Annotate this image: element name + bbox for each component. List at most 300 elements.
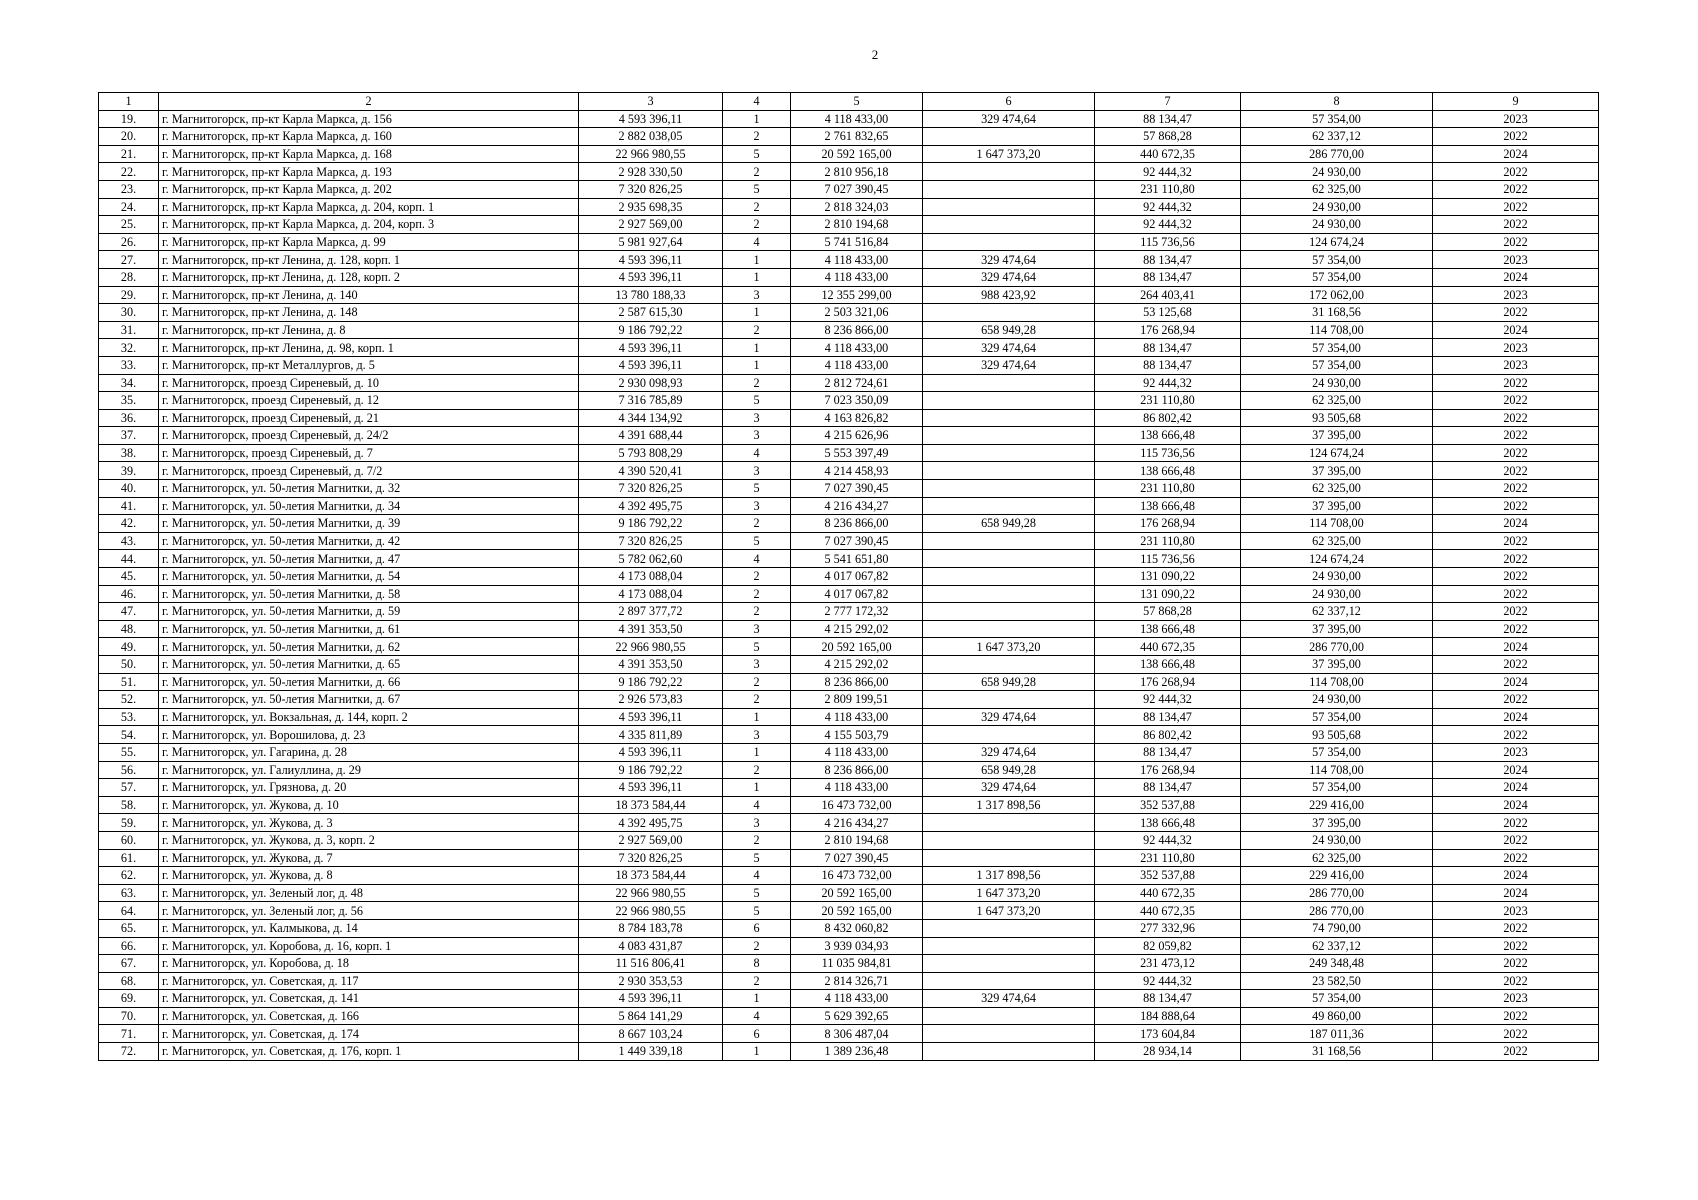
table-row: [99, 691, 1599, 709]
total-cost-cell: 9 186 792,22: [579, 321, 723, 339]
cost-cell: 7 027 390,45: [791, 180, 923, 198]
address-cell: г. Магнитогорск, ул. 50-летия Магнитки, д. 47: [159, 550, 579, 568]
extra-cost-cell: 329 474,64: [923, 356, 1095, 374]
cost-cell: 92 444,32: [1095, 163, 1241, 181]
extra-cost-cell: 1 647 373,20: [923, 145, 1095, 163]
address-cell: г. Магнитогорск, проезд Сиреневый, д. 7/2: [159, 462, 579, 480]
table-row: [99, 585, 1599, 603]
row-number-cell: 71.: [99, 1025, 159, 1043]
row-number-cell: 53.: [99, 708, 159, 726]
cost-cell: 4 118 433,00: [791, 339, 923, 357]
cost-cell: 88 134,47: [1095, 708, 1241, 726]
count-cell: 3: [723, 726, 791, 744]
table-row: [99, 1043, 1599, 1061]
address-cell: г. Магнитогорск, ул. Грязнова, д. 20: [159, 779, 579, 797]
address-cell: г. Магнитогорск, ул. 50-летия Магнитки, д. 42: [159, 532, 579, 550]
cost-cell: 2 761 832,65: [791, 128, 923, 146]
year-cell: 2022: [1433, 233, 1599, 251]
count-cell: 5: [723, 480, 791, 498]
table-row: [99, 919, 1599, 937]
extra-cost-cell: [923, 656, 1095, 674]
cost-cell: 176 268,94: [1095, 321, 1241, 339]
extra-cost-cell: [923, 163, 1095, 181]
cost-cell: 4 017 067,82: [791, 568, 923, 586]
count-cell: 1: [723, 990, 791, 1008]
cost-cell: 138 666,48: [1095, 497, 1241, 515]
address-cell: г. Магнитогорск, ул. Гагарина, д. 28: [159, 743, 579, 761]
extra-cost-cell: 658 949,28: [923, 515, 1095, 533]
extra-cost-cell: [923, 304, 1095, 322]
cost-cell: 286 770,00: [1241, 884, 1433, 902]
cost-cell: 92 444,32: [1095, 831, 1241, 849]
address-cell: г. Магнитогорск, ул. 50-летия Магнитки, д. 65: [159, 656, 579, 674]
cost-cell: 20 592 165,00: [791, 145, 923, 163]
cost-cell: 231 110,80: [1095, 392, 1241, 410]
total-cost-cell: 1 449 339,18: [579, 1043, 723, 1061]
cost-cell: 8 236 866,00: [791, 321, 923, 339]
row-number-cell: 61.: [99, 849, 159, 867]
year-cell: 2022: [1433, 568, 1599, 586]
cost-cell: 2 810 956,18: [791, 163, 923, 181]
row-number-cell: 27.: [99, 251, 159, 269]
extra-cost-cell: 329 474,64: [923, 708, 1095, 726]
cost-cell: 8 236 866,00: [791, 761, 923, 779]
address-cell: г. Магнитогорск, пр-кт Ленина, д. 98, корп. 1: [159, 339, 579, 357]
cost-cell: 4 118 433,00: [791, 251, 923, 269]
total-cost-cell: 5 782 062,60: [579, 550, 723, 568]
table-row: [99, 532, 1599, 550]
address-cell: г. Магнитогорск, пр-кт Карла Маркса, д. 204, корп. 1: [159, 198, 579, 216]
cost-cell: 4 215 292,02: [791, 620, 923, 638]
year-cell: 2024: [1433, 673, 1599, 691]
address-cell: г. Магнитогорск, проезд Сиреневый, д. 12: [159, 392, 579, 410]
total-cost-cell: 4 391 353,50: [579, 656, 723, 674]
cost-cell: 20 592 165,00: [791, 884, 923, 902]
cost-cell: 20 592 165,00: [791, 638, 923, 656]
year-cell: 2022: [1433, 814, 1599, 832]
count-cell: 2: [723, 585, 791, 603]
count-cell: 5: [723, 532, 791, 550]
address-cell: г. Магнитогорск, ул. 50-летия Магнитки, д. 59: [159, 603, 579, 621]
cost-cell: 131 090,22: [1095, 568, 1241, 586]
table-row: [99, 1025, 1599, 1043]
row-number-cell: 57.: [99, 779, 159, 797]
count-cell: 3: [723, 286, 791, 304]
address-cell: г. Магнитогорск, ул. Зеленый лог, д. 56: [159, 902, 579, 920]
total-cost-cell: 4 335 811,89: [579, 726, 723, 744]
year-cell: 2023: [1433, 339, 1599, 357]
extra-cost-cell: [923, 462, 1095, 480]
page-number: 2: [871, 47, 879, 62]
cost-cell: 4 155 503,79: [791, 726, 923, 744]
row-number-cell: 56.: [99, 761, 159, 779]
year-cell: 2022: [1433, 550, 1599, 568]
total-cost-cell: 2 926 573,83: [579, 691, 723, 709]
count-cell: 4: [723, 444, 791, 462]
row-number-cell: 22.: [99, 163, 159, 181]
year-cell: 2022: [1433, 972, 1599, 990]
cost-cell: 187 011,36: [1241, 1025, 1433, 1043]
cost-cell: 24 930,00: [1241, 374, 1433, 392]
row-number-cell: 45.: [99, 568, 159, 586]
address-cell: г. Магнитогорск, ул. 50-летия Магнитки, д. 54: [159, 568, 579, 586]
column-header: 4: [723, 93, 791, 111]
address-cell: г. Магнитогорск, ул. Галиуллина, д. 29: [159, 761, 579, 779]
extra-cost-cell: [923, 180, 1095, 198]
cost-cell: 88 134,47: [1095, 356, 1241, 374]
total-cost-cell: 4 593 396,11: [579, 779, 723, 797]
table-row: [99, 656, 1599, 674]
table-row: [99, 515, 1599, 533]
extra-cost-cell: [923, 691, 1095, 709]
count-cell: 2: [723, 374, 791, 392]
cost-cell: 440 672,35: [1095, 638, 1241, 656]
extra-cost-cell: 658 949,28: [923, 761, 1095, 779]
address-cell: г. Магнитогорск, ул. Коробова, д. 16, корп. 1: [159, 937, 579, 955]
row-number-cell: 50.: [99, 656, 159, 674]
row-number-cell: 37.: [99, 427, 159, 445]
year-cell: 2024: [1433, 515, 1599, 533]
cost-cell: 57 868,28: [1095, 128, 1241, 146]
cost-cell: 229 416,00: [1241, 867, 1433, 885]
extra-cost-cell: 658 949,28: [923, 673, 1095, 691]
total-cost-cell: 4 083 431,87: [579, 937, 723, 955]
extra-cost-cell: 988 423,92: [923, 286, 1095, 304]
count-cell: 1: [723, 1043, 791, 1061]
cost-cell: 57 354,00: [1241, 990, 1433, 1008]
cost-cell: 86 802,42: [1095, 726, 1241, 744]
address-cell: г. Магнитогорск, ул. 50-летия Магнитки, д. 67: [159, 691, 579, 709]
cost-cell: 8 236 866,00: [791, 673, 923, 691]
total-cost-cell: 4 593 396,11: [579, 743, 723, 761]
address-cell: г. Магнитогорск, ул. 50-летия Магнитки, д. 62: [159, 638, 579, 656]
year-cell: 2023: [1433, 286, 1599, 304]
cost-cell: 16 473 732,00: [791, 796, 923, 814]
extra-cost-cell: 1 317 898,56: [923, 867, 1095, 885]
total-cost-cell: 2 587 615,30: [579, 304, 723, 322]
year-cell: 2024: [1433, 761, 1599, 779]
address-cell: г. Магнитогорск, проезд Сиреневый, д. 21: [159, 409, 579, 427]
row-number-cell: 19.: [99, 110, 159, 128]
cost-cell: 114 708,00: [1241, 761, 1433, 779]
cost-cell: 440 672,35: [1095, 902, 1241, 920]
cost-cell: 93 505,68: [1241, 726, 1433, 744]
cost-cell: 57 354,00: [1241, 356, 1433, 374]
address-cell: г. Магнитогорск, ул. Жукова, д. 3, корп. 2: [159, 831, 579, 849]
row-number-cell: 20.: [99, 128, 159, 146]
extra-cost-cell: [923, 603, 1095, 621]
year-cell: 2022: [1433, 656, 1599, 674]
cost-cell: 172 062,00: [1241, 286, 1433, 304]
extra-cost-cell: [923, 919, 1095, 937]
column-header: 9: [1433, 93, 1599, 111]
extra-cost-cell: [923, 374, 1095, 392]
extra-cost-cell: [923, 955, 1095, 973]
table-row: [99, 374, 1599, 392]
address-cell: г. Магнитогорск, ул. Советская, д. 141: [159, 990, 579, 1008]
table-row: [99, 286, 1599, 304]
extra-cost-cell: 329 474,64: [923, 339, 1095, 357]
row-number-cell: 38.: [99, 444, 159, 462]
cost-cell: 124 674,24: [1241, 444, 1433, 462]
extra-cost-cell: [923, 1025, 1095, 1043]
cost-cell: 115 736,56: [1095, 550, 1241, 568]
row-number-cell: 39.: [99, 462, 159, 480]
cost-cell: 231 473,12: [1095, 955, 1241, 973]
address-cell: г. Магнитогорск, пр-кт Ленина, д. 140: [159, 286, 579, 304]
year-cell: 2023: [1433, 356, 1599, 374]
cost-cell: 20 592 165,00: [791, 902, 923, 920]
cost-cell: 62 325,00: [1241, 180, 1433, 198]
total-cost-cell: 4 593 396,11: [579, 339, 723, 357]
total-cost-cell: 9 186 792,22: [579, 761, 723, 779]
cost-cell: 2 810 194,68: [791, 831, 923, 849]
total-cost-cell: 7 316 785,89: [579, 392, 723, 410]
count-cell: 5: [723, 180, 791, 198]
cost-cell: 88 134,47: [1095, 339, 1241, 357]
address-cell: г. Магнитогорск, ул. Вокзальная, д. 144, корп. 2: [159, 708, 579, 726]
cost-cell: 49 860,00: [1241, 1007, 1433, 1025]
cost-cell: 62 337,12: [1241, 128, 1433, 146]
cost-cell: 2 810 194,68: [791, 216, 923, 234]
count-cell: 1: [723, 708, 791, 726]
cost-cell: 286 770,00: [1241, 145, 1433, 163]
table-row: [99, 427, 1599, 445]
row-number-cell: 65.: [99, 919, 159, 937]
column-header: 5: [791, 93, 923, 111]
total-cost-cell: 4 344 134,92: [579, 409, 723, 427]
table-row: [99, 761, 1599, 779]
table-row: [99, 480, 1599, 498]
cost-cell: 8 236 866,00: [791, 515, 923, 533]
cost-cell: 86 802,42: [1095, 409, 1241, 427]
cost-cell: 286 770,00: [1241, 638, 1433, 656]
cost-cell: 138 666,48: [1095, 656, 1241, 674]
extra-cost-cell: [923, 726, 1095, 744]
row-number-cell: 25.: [99, 216, 159, 234]
address-cell: г. Магнитогорск, ул. Советская, д. 166: [159, 1007, 579, 1025]
extra-cost-cell: [923, 550, 1095, 568]
extra-cost-cell: 329 474,64: [923, 990, 1095, 1008]
address-cell: г. Магнитогорск, ул. 50-летия Магнитки, д. 34: [159, 497, 579, 515]
cost-cell: 138 666,48: [1095, 427, 1241, 445]
cost-cell: 37 395,00: [1241, 497, 1433, 515]
row-number-cell: 24.: [99, 198, 159, 216]
cost-cell: 440 672,35: [1095, 145, 1241, 163]
count-cell: 2: [723, 972, 791, 990]
cost-cell: 62 325,00: [1241, 392, 1433, 410]
total-cost-cell: 2 935 698,35: [579, 198, 723, 216]
row-number-cell: 31.: [99, 321, 159, 339]
year-cell: 2023: [1433, 990, 1599, 1008]
total-cost-cell: 11 516 806,41: [579, 955, 723, 973]
total-cost-cell: 7 320 826,25: [579, 849, 723, 867]
table-row: [99, 708, 1599, 726]
extra-cost-cell: 658 949,28: [923, 321, 1095, 339]
cost-cell: 11 035 984,81: [791, 955, 923, 973]
cost-cell: 4 118 433,00: [791, 708, 923, 726]
total-cost-cell: 4 593 396,11: [579, 990, 723, 1008]
cost-cell: 93 505,68: [1241, 409, 1433, 427]
cost-cell: 62 325,00: [1241, 532, 1433, 550]
year-cell: 2022: [1433, 691, 1599, 709]
total-cost-cell: 8 667 103,24: [579, 1025, 723, 1043]
count-cell: 2: [723, 831, 791, 849]
table-row: [99, 216, 1599, 234]
address-cell: г. Магнитогорск, ул. 50-летия Магнитки, д. 58: [159, 585, 579, 603]
cost-cell: 82 059,82: [1095, 937, 1241, 955]
extra-cost-cell: 1 647 373,20: [923, 638, 1095, 656]
column-header: 2: [159, 93, 579, 111]
year-cell: 2022: [1433, 198, 1599, 216]
cost-cell: 114 708,00: [1241, 321, 1433, 339]
row-number-cell: 66.: [99, 937, 159, 955]
total-cost-cell: 4 593 396,11: [579, 268, 723, 286]
total-cost-cell: 13 780 188,33: [579, 286, 723, 304]
address-cell: г. Магнитогорск, пр-кт Ленина, д. 128, корп. 2: [159, 268, 579, 286]
cost-cell: 92 444,32: [1095, 374, 1241, 392]
total-cost-cell: 2 928 330,50: [579, 163, 723, 181]
cost-cell: 440 672,35: [1095, 884, 1241, 902]
row-number-cell: 47.: [99, 603, 159, 621]
row-number-cell: 35.: [99, 392, 159, 410]
year-cell: 2024: [1433, 268, 1599, 286]
cost-cell: 114 708,00: [1241, 515, 1433, 533]
count-cell: 4: [723, 233, 791, 251]
table-row: [99, 603, 1599, 621]
extra-cost-cell: [923, 128, 1095, 146]
table-row: [99, 462, 1599, 480]
year-cell: 2022: [1433, 603, 1599, 621]
table-row: [99, 796, 1599, 814]
table-row: [99, 779, 1599, 797]
year-cell: 2022: [1433, 1025, 1599, 1043]
year-cell: 2023: [1433, 902, 1599, 920]
extra-cost-cell: [923, 480, 1095, 498]
address-cell: г. Магнитогорск, проезд Сиреневый, д. 7: [159, 444, 579, 462]
row-number-cell: 36.: [99, 409, 159, 427]
extra-cost-cell: 1 317 898,56: [923, 796, 1095, 814]
extra-cost-cell: [923, 831, 1095, 849]
table-row: [99, 145, 1599, 163]
year-cell: 2022: [1433, 444, 1599, 462]
cost-cell: 88 134,47: [1095, 779, 1241, 797]
row-number-cell: 64.: [99, 902, 159, 920]
extra-cost-cell: [923, 198, 1095, 216]
cost-cell: 37 395,00: [1241, 462, 1433, 480]
address-cell: г. Магнитогорск, пр-кт Ленина, д. 8: [159, 321, 579, 339]
table-row: [99, 392, 1599, 410]
cost-cell: 8 306 487,04: [791, 1025, 923, 1043]
cost-cell: 62 325,00: [1241, 849, 1433, 867]
total-cost-cell: 2 897 377,72: [579, 603, 723, 621]
row-number-cell: 41.: [99, 497, 159, 515]
year-cell: 2024: [1433, 884, 1599, 902]
count-cell: 4: [723, 550, 791, 568]
table-row: [99, 356, 1599, 374]
total-cost-cell: 7 320 826,25: [579, 180, 723, 198]
count-cell: 2: [723, 691, 791, 709]
total-cost-cell: 4 593 396,11: [579, 356, 723, 374]
row-number-cell: 32.: [99, 339, 159, 357]
row-number-cell: 30.: [99, 304, 159, 322]
cost-cell: 88 134,47: [1095, 110, 1241, 128]
cost-cell: 4 017 067,82: [791, 585, 923, 603]
address-cell: г. Магнитогорск, пр-кт Карла Маркса, д. 160: [159, 128, 579, 146]
table-row: [99, 849, 1599, 867]
total-cost-cell: 4 173 088,04: [579, 568, 723, 586]
table-row: [99, 726, 1599, 744]
cost-cell: 229 416,00: [1241, 796, 1433, 814]
count-cell: 4: [723, 1007, 791, 1025]
address-cell: г. Магнитогорск, пр-кт Металлургов, д. 5: [159, 356, 579, 374]
cost-cell: 57 354,00: [1241, 110, 1433, 128]
count-cell: 2: [723, 321, 791, 339]
cost-cell: 57 354,00: [1241, 251, 1433, 269]
table-row: [99, 620, 1599, 638]
count-cell: 1: [723, 304, 791, 322]
year-cell: 2022: [1433, 620, 1599, 638]
cost-cell: 24 930,00: [1241, 831, 1433, 849]
cost-cell: 277 332,96: [1095, 919, 1241, 937]
year-cell: 2024: [1433, 638, 1599, 656]
count-cell: 5: [723, 884, 791, 902]
cost-cell: 4 163 826,82: [791, 409, 923, 427]
cost-cell: 57 354,00: [1241, 268, 1433, 286]
count-cell: 2: [723, 603, 791, 621]
row-number-cell: 70.: [99, 1007, 159, 1025]
cost-cell: 231 110,80: [1095, 849, 1241, 867]
address-cell: г. Магнитогорск, ул. 50-летия Магнитки, д. 61: [159, 620, 579, 638]
row-number-cell: 44.: [99, 550, 159, 568]
year-cell: 2023: [1433, 743, 1599, 761]
extra-cost-cell: 1 647 373,20: [923, 884, 1095, 902]
extra-cost-cell: [923, 409, 1095, 427]
cost-cell: 37 395,00: [1241, 427, 1433, 445]
total-cost-cell: 4 391 688,44: [579, 427, 723, 445]
row-number-cell: 46.: [99, 585, 159, 603]
cost-cell: 24 930,00: [1241, 198, 1433, 216]
year-cell: 2024: [1433, 779, 1599, 797]
cost-cell: 4 118 433,00: [791, 356, 923, 374]
table-row: [99, 990, 1599, 1008]
extra-cost-cell: [923, 532, 1095, 550]
cost-cell: 88 134,47: [1095, 743, 1241, 761]
year-cell: 2022: [1433, 1043, 1599, 1061]
address-cell: г. Магнитогорск, ул. Жукова, д. 7: [159, 849, 579, 867]
cost-cell: 5 741 516,84: [791, 233, 923, 251]
row-number-cell: 28.: [99, 268, 159, 286]
address-cell: г. Магнитогорск, ул. Коробова, д. 18: [159, 955, 579, 973]
year-cell: 2024: [1433, 708, 1599, 726]
count-cell: 2: [723, 515, 791, 533]
cost-cell: 57 354,00: [1241, 339, 1433, 357]
table-row: [99, 128, 1599, 146]
total-cost-cell: 18 373 584,44: [579, 796, 723, 814]
cost-cell: 4 214 458,93: [791, 462, 923, 480]
count-cell: 3: [723, 409, 791, 427]
total-cost-cell: 22 966 980,55: [579, 902, 723, 920]
year-cell: 2022: [1433, 1007, 1599, 1025]
count-cell: 5: [723, 849, 791, 867]
count-cell: 3: [723, 620, 791, 638]
address-cell: г. Магнитогорск, проезд Сиреневый, д. 24/2: [159, 427, 579, 445]
cost-cell: 249 348,48: [1241, 955, 1433, 973]
cost-cell: 138 666,48: [1095, 462, 1241, 480]
total-cost-cell: 5 981 927,64: [579, 233, 723, 251]
address-cell: г. Магнитогорск, пр-кт Карла Маркса, д. 202: [159, 180, 579, 198]
address-cell: г. Магнитогорск, пр-кт Ленина, д. 148: [159, 304, 579, 322]
